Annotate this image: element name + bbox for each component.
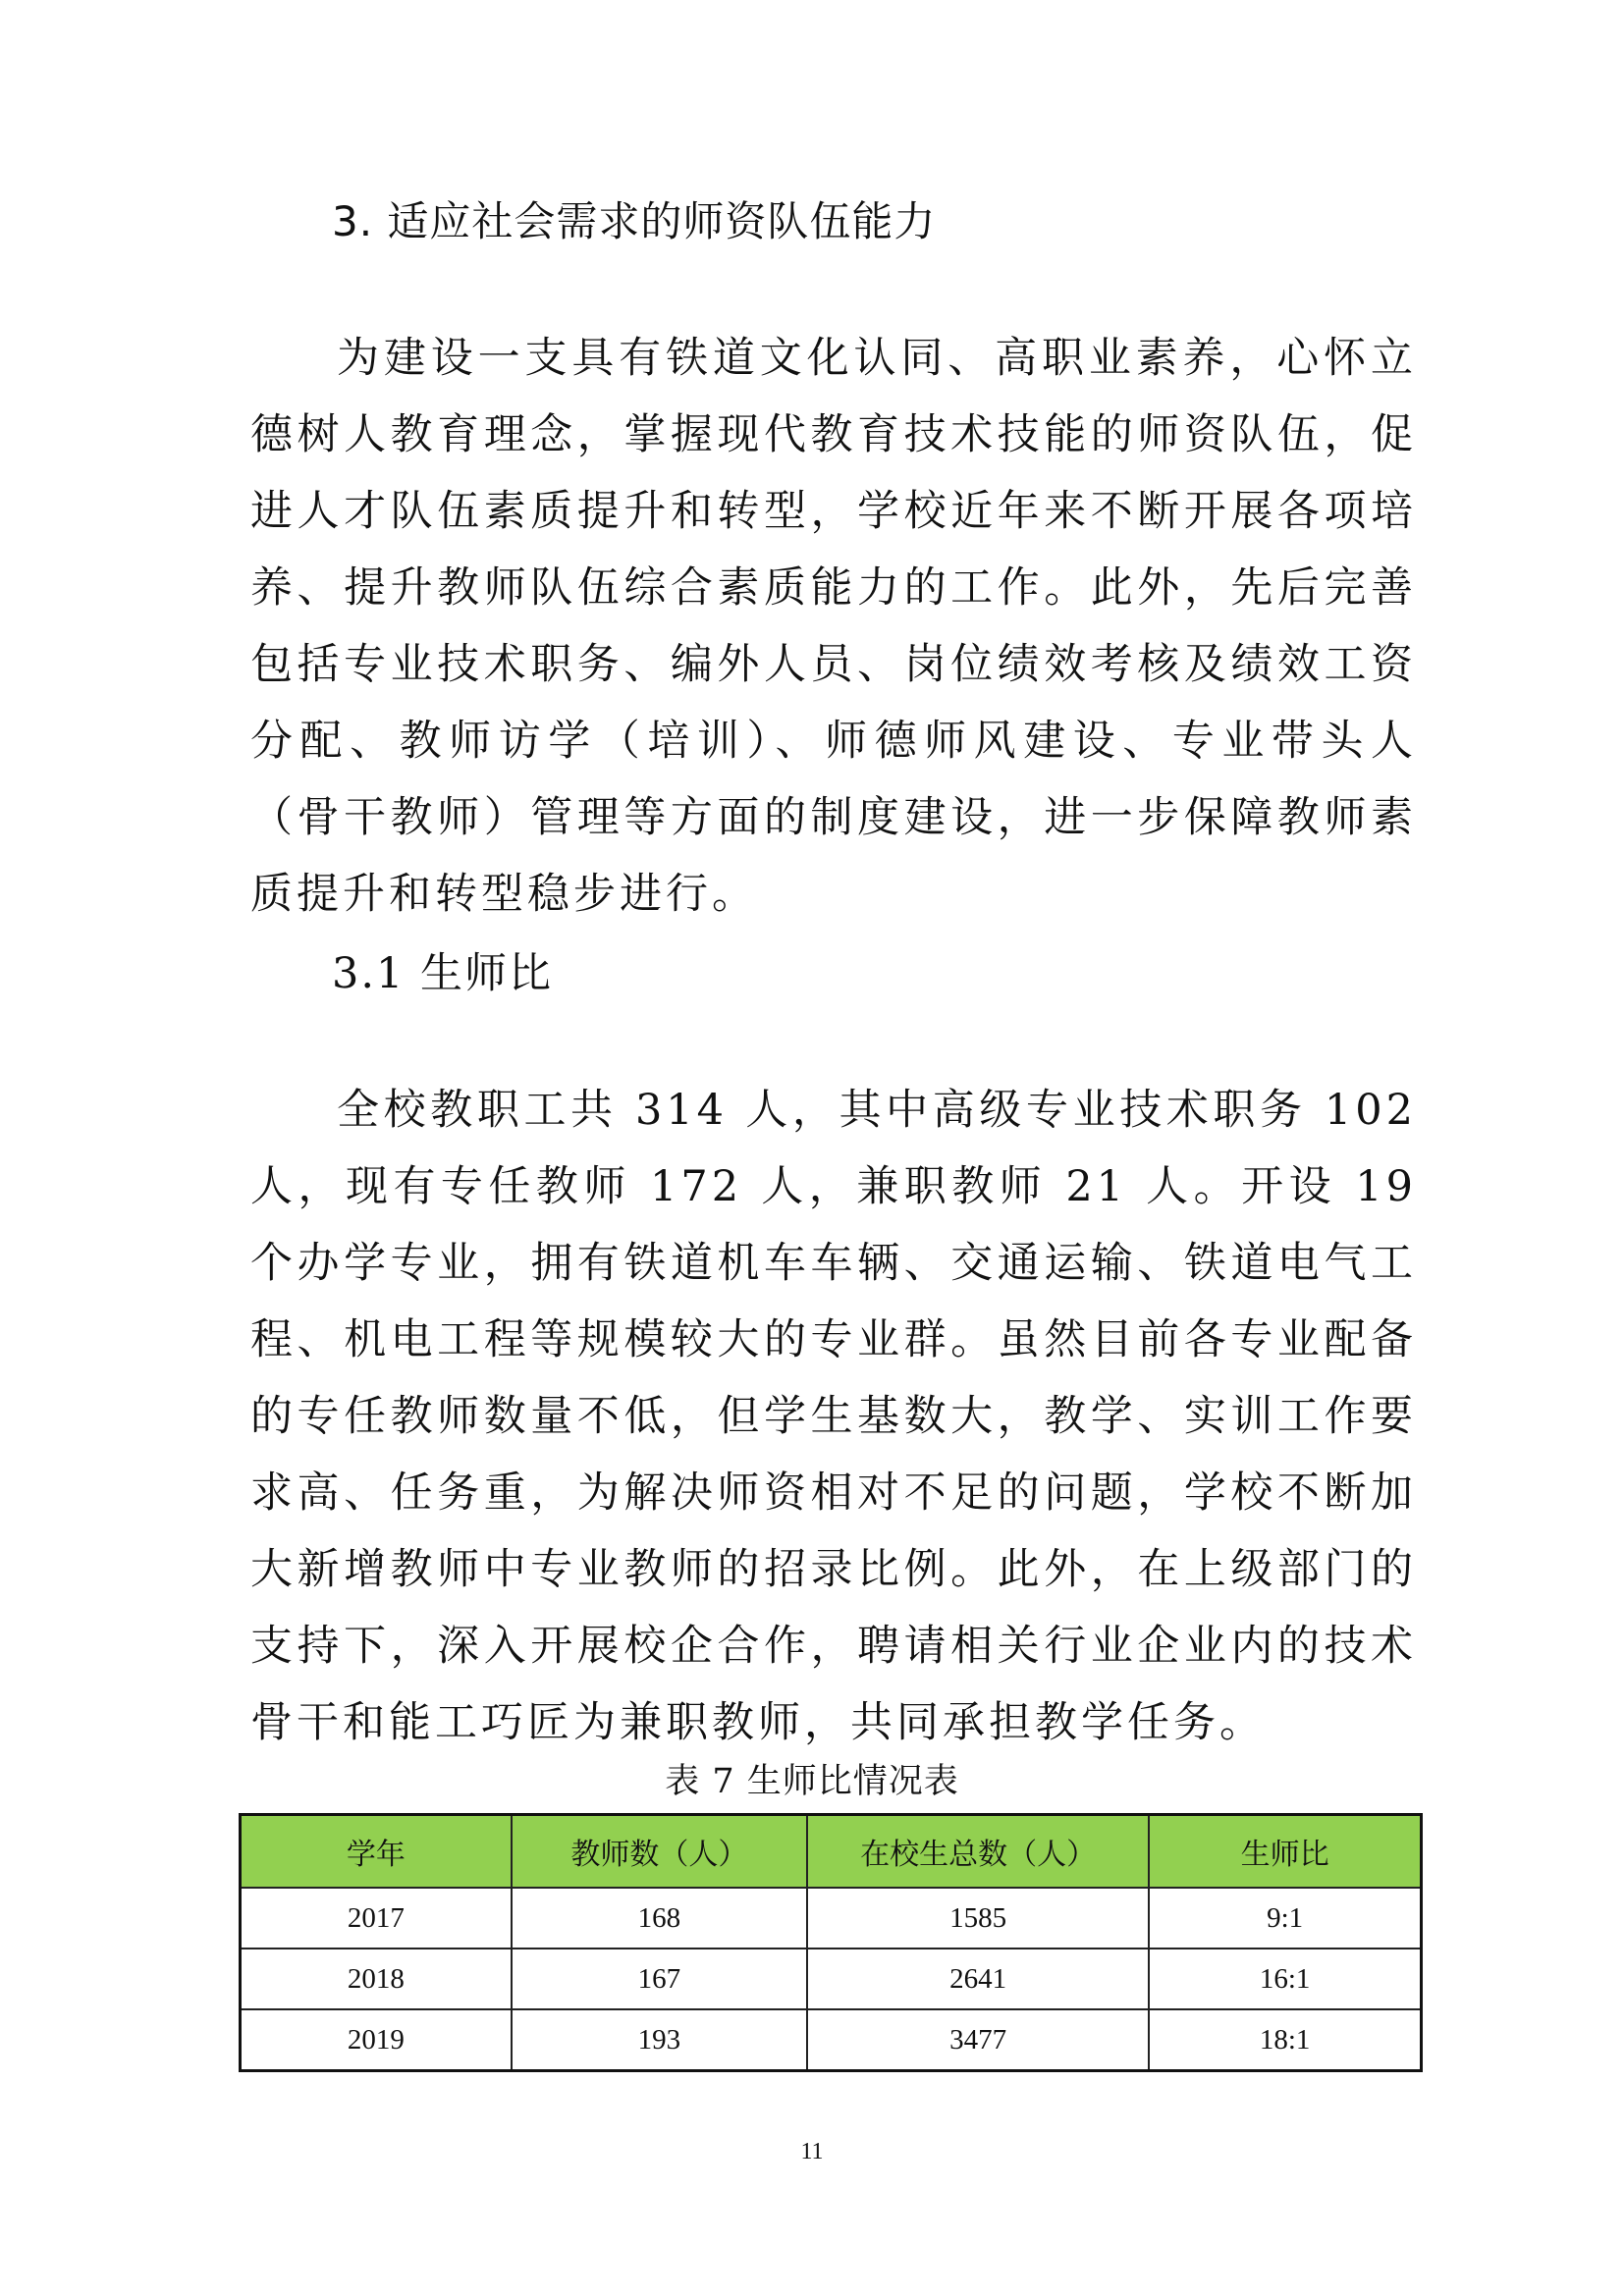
cell-students: 1585	[807, 1888, 1149, 1949]
cell-ratio: 18:1	[1149, 2009, 1421, 2071]
cell-students: 2641	[807, 1949, 1149, 2009]
header-ratio: 生师比	[1149, 1815, 1421, 1889]
header-student-total: 在校生总数（人）	[807, 1815, 1149, 1889]
table-row	[241, 1949, 1422, 2009]
section-heading: 3. 适应社会需求的师资队伍能力	[332, 197, 937, 245]
table-caption: 表 7 生师比情况表	[665, 1762, 959, 1801]
cell-teachers: 167	[512, 1949, 807, 2009]
page-number: 11	[800, 2139, 824, 2164]
cell-year: 2018	[241, 1949, 512, 2009]
student-teacher-ratio-table	[239, 1813, 1423, 2072]
cell-ratio: 16:1	[1149, 1949, 1421, 2009]
cell-year: 2019	[241, 2009, 512, 2071]
subsection-paragraph: 全校教职工共 314 人，其中高级专业技术职务 102 人，现有专任教师 172 人，兼职教师 21 人。开设 19 个办学专业，拥有铁道机车车辆、交通运输、铁道电气工程、机电工程等规模较大的专业群。虽然目前各专业配备的专任教师数量不低，但学生基数大，教学、实训工作要求高、任务重，为解决师资相对不足的问题，学校不断加大新增教师中专业教师的招录比例。此外，在上级部门的支持下，深入开展校企合作，聘请相关行业企业内的技术骨干和能工巧匠为兼职教师，共同承担教学任务。	[250, 1086, 1417, 1747]
header-teacher-count: 教师数（人）	[512, 1815, 807, 1889]
section-paragraph: 为建设一支具有铁道文化认同、高职业素养，心怀立德树人教育理念，掌握现代教育技术技能的师资队伍，促进人才队伍素质提升和转型，学校近年来不断开展各项培养、提升教师队伍综合素质能力的工作。此外，先后完善包括专业技术职务、编外人员、岗位绩效考核及绩效工资分配、教师访学（培训）、师德师风建设、专业带头人（骨干教师）管理等方面的制度建设，进一步保障教师素质提升和转型稳步进行。	[250, 334, 1417, 919]
subsection-heading: 3.1 生师比	[332, 949, 554, 998]
table-row	[241, 2009, 1422, 2071]
cell-ratio: 9:1	[1149, 1888, 1421, 1949]
header-academic-year: 学年	[241, 1815, 512, 1889]
table-row	[241, 1888, 1422, 1949]
cell-students: 3477	[807, 2009, 1149, 2071]
cell-teachers: 193	[512, 2009, 807, 2071]
cell-year: 2017	[241, 1888, 512, 1949]
table-header-row	[241, 1815, 1422, 1889]
cell-teachers: 168	[512, 1888, 807, 1949]
